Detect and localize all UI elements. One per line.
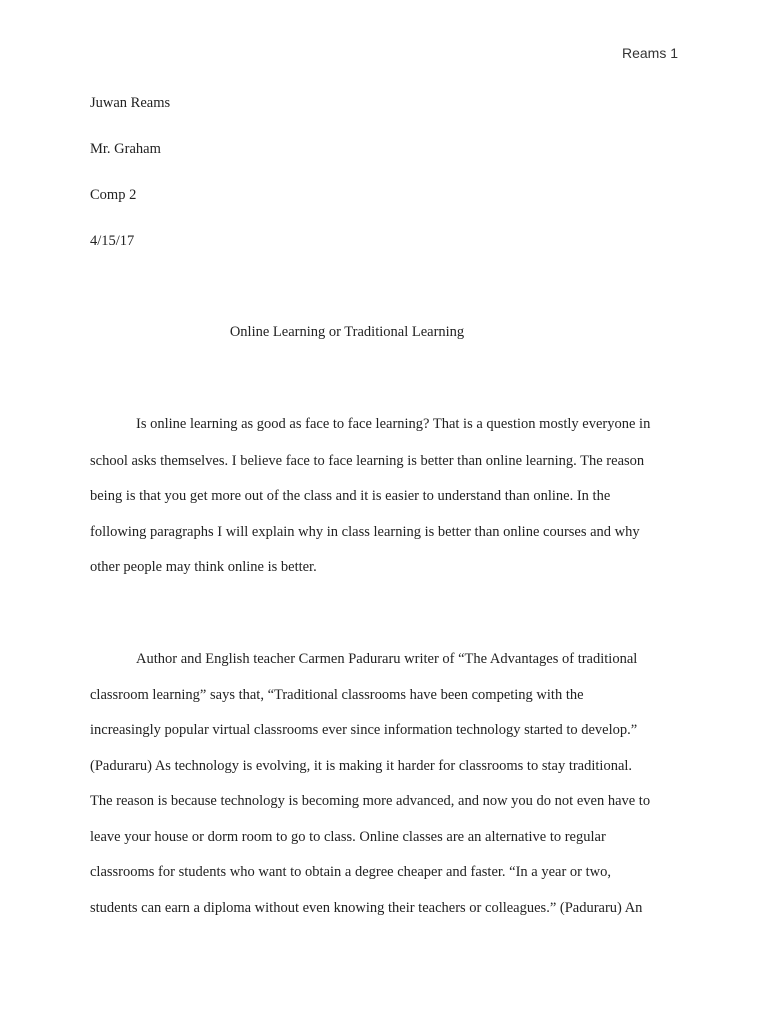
paragraph-line: school asks themselves. I believe face to face learning is better than online learning. The reason xyxy=(90,453,645,469)
instructor-name: Mr. Graham xyxy=(90,141,161,157)
course-name: Comp 2 xyxy=(90,187,137,203)
paragraph-line: Is online learning as good as face to face learning? That is a question mostly everyone in xyxy=(136,416,651,432)
paragraph-line: Author and English teacher Carmen Paduraru writer of “The Advantages of traditional xyxy=(136,651,638,667)
paragraph-line: following paragraphs I will explain why in class learning is better than online courses and why xyxy=(90,524,640,540)
paragraph-line: classrooms for students who want to obtain a degree cheaper and faster. “In a year or two, xyxy=(90,864,612,880)
paragraph-line: students can earn a diploma without even knowing their teachers or colleagues.” (Paduraru) An xyxy=(90,900,643,916)
document-title: Online Learning or Traditional Learning xyxy=(229,324,465,340)
author-name: Juwan Reams xyxy=(90,95,171,111)
document-date: 4/15/17 xyxy=(90,233,135,249)
paragraph-line: The reason is because technology is becoming more advanced, and now you do not even have to xyxy=(90,793,651,809)
paragraph-line: classroom learning” says that, “Traditional classrooms have been competing with the xyxy=(90,687,584,703)
running-header: Reams 1 xyxy=(621,45,678,61)
paragraph-line: other people may think online is better. xyxy=(90,559,317,575)
paragraph-line: being is that you get more out of the class and it is easier to understand than online. In the xyxy=(90,488,611,504)
paragraph-line: (Paduraru) As technology is evolving, it is making it harder for classrooms to stay traditional. xyxy=(90,758,633,774)
paragraph-line: increasingly popular virtual classrooms ever since information technology started to develop.” xyxy=(90,722,638,738)
paragraph-line: leave your house or dorm room to go to class. Online classes are an alternative to regular xyxy=(90,829,606,845)
